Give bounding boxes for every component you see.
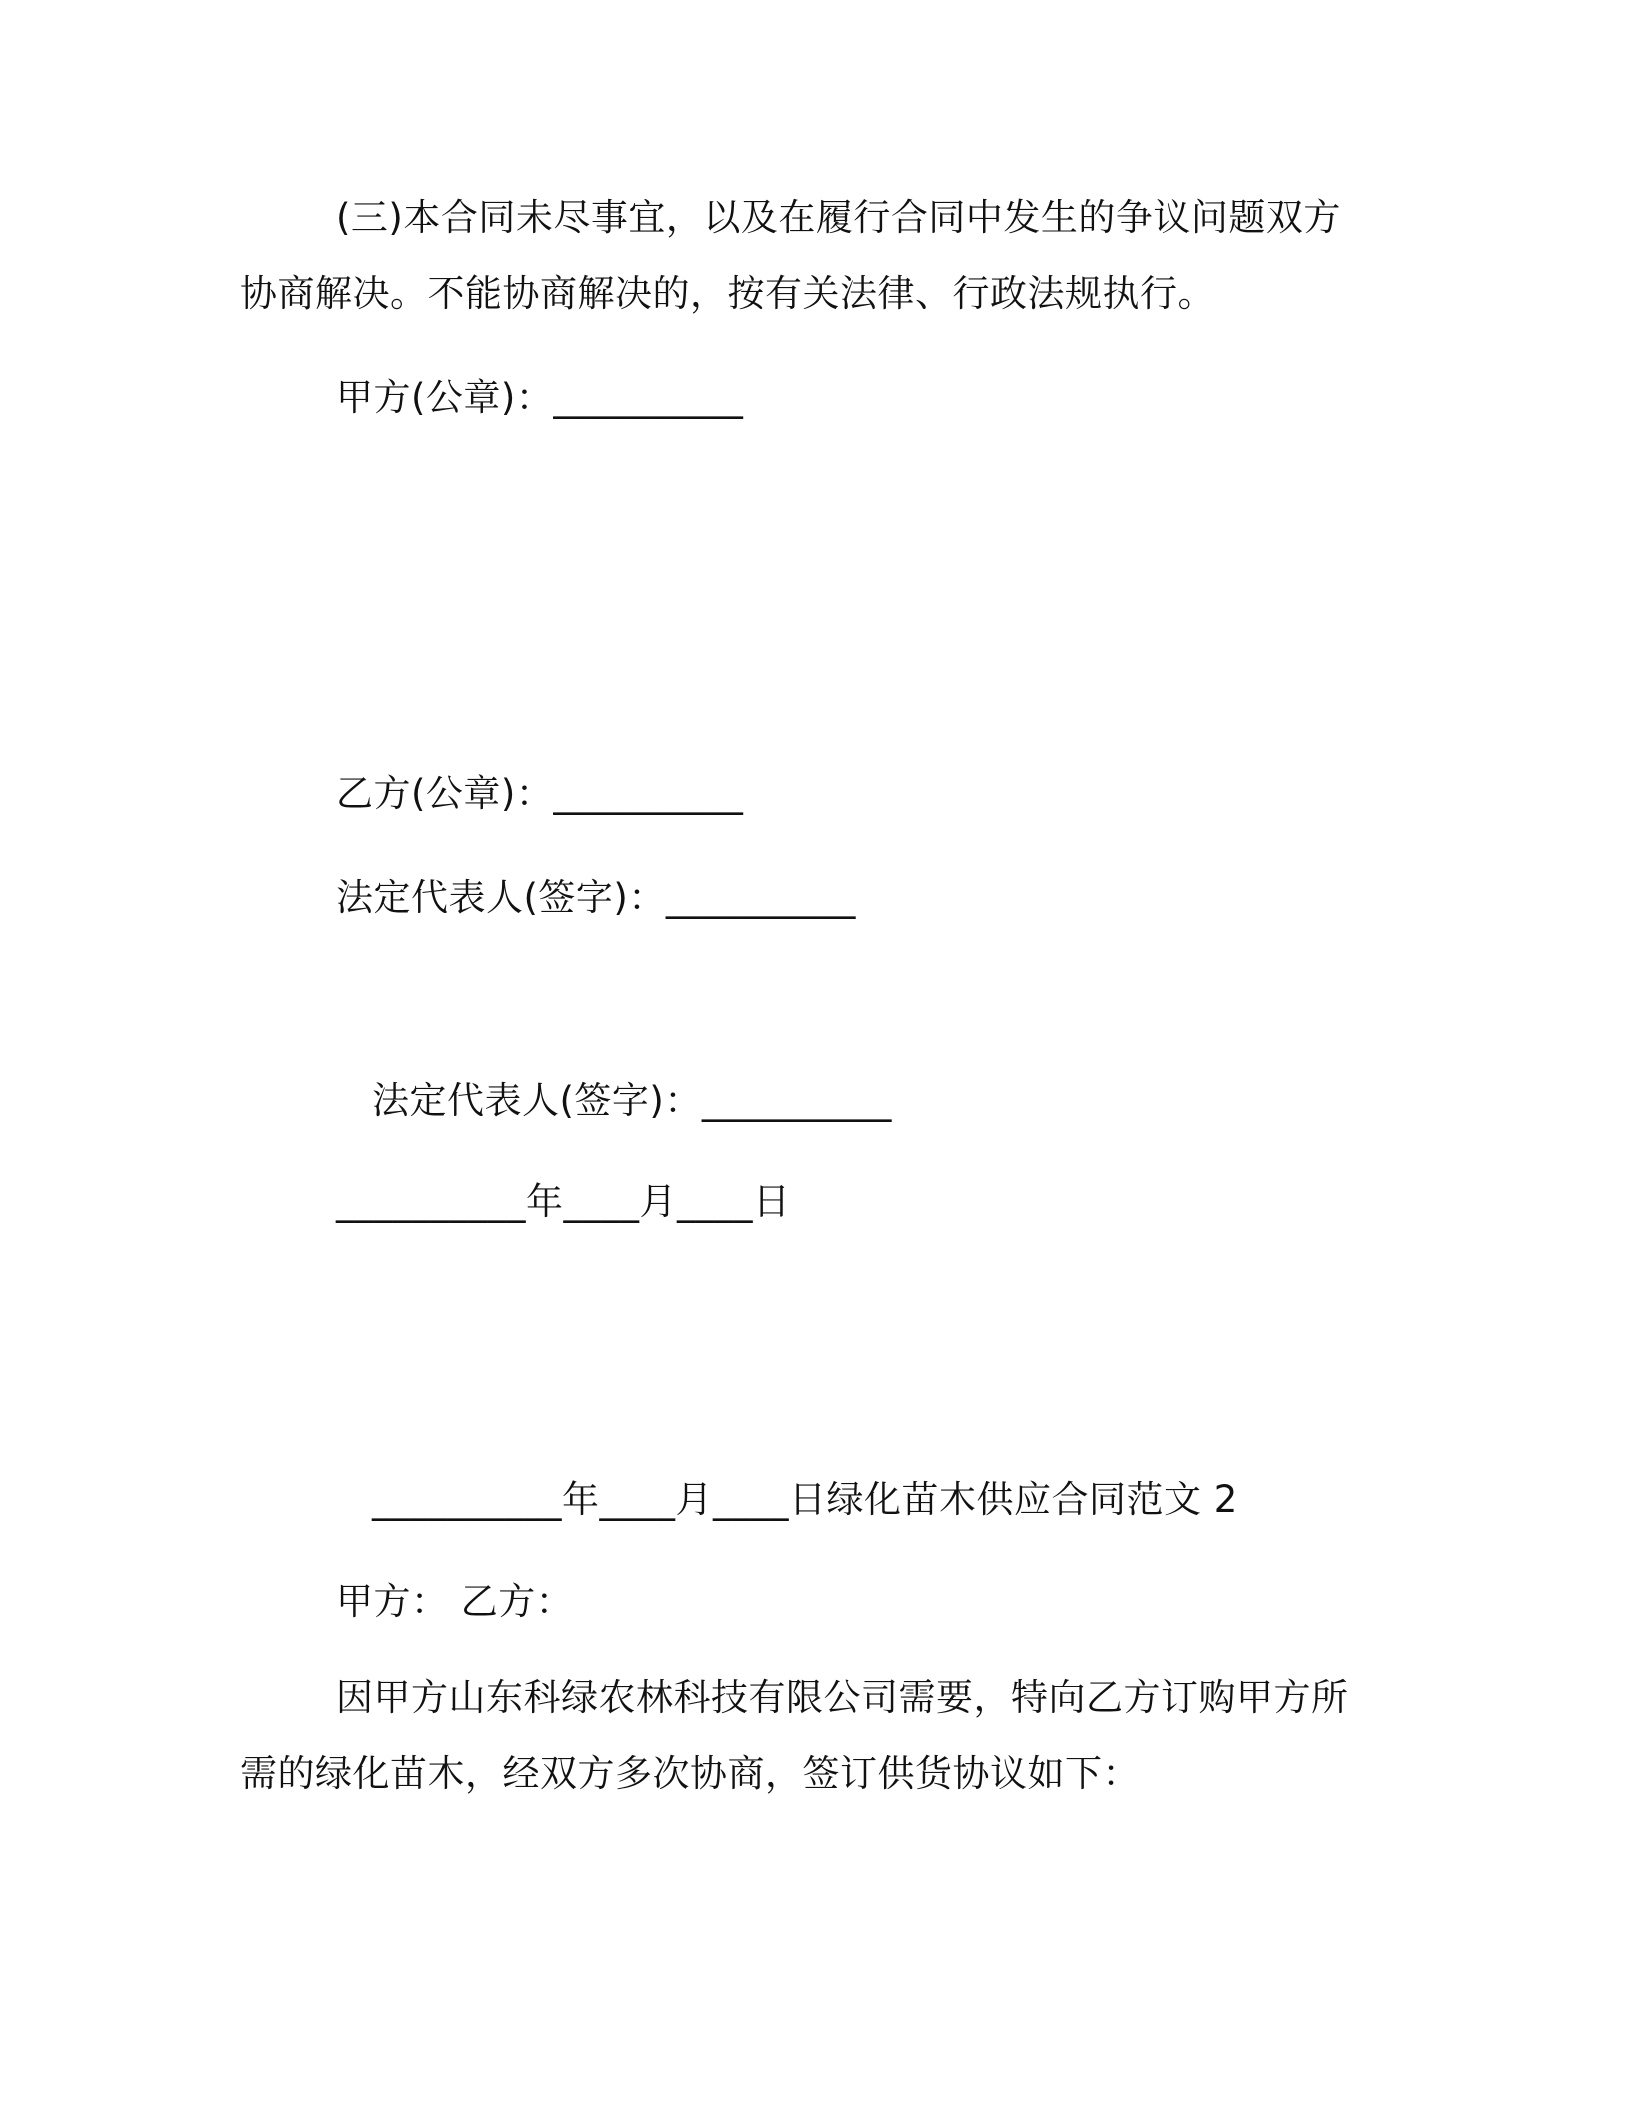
section-title: __________年____月____日绿化苗木供应合同范文 2 — [372, 1478, 1238, 1521]
clause-three-paragraph: (三)本合同未尽事宜，以及在履行合同中发生的争议问题双方协商解决。不能协商解决的，按有关法律、行政法规执行。 — [240, 196, 1341, 315]
party-b-seal-line: 乙方(公章)：__________ — [336, 772, 744, 815]
intro-paragraph: 因甲方山东科绿农林科技有限公司需要，特向乙方订购甲方所需的绿化苗木，经双方多次协商，签订供货协议如下： — [240, 1676, 1349, 1795]
legal-representative-signature-line-2: 法定代表人(签字)：__________ — [372, 1079, 892, 1122]
party-a-seal-line: 甲方(公章)：__________ — [336, 376, 744, 419]
date-line: __________年____月____日 — [336, 1180, 791, 1223]
legal-representative-signature-line: 法定代表人(签字)：__________ — [336, 876, 856, 919]
parties-line: 甲方： 乙方： — [336, 1580, 574, 1623]
